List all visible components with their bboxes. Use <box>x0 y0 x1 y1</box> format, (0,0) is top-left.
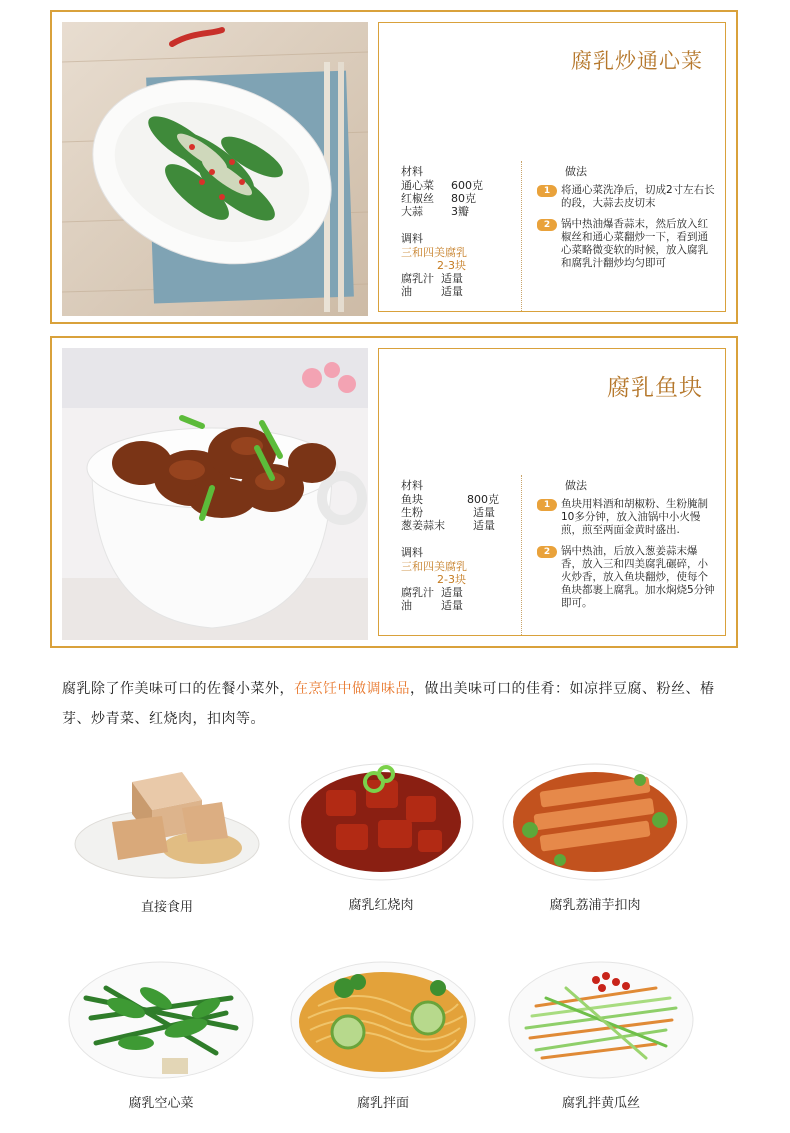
divider <box>521 161 522 311</box>
dish-item <box>62 762 272 915</box>
step-number-icon: 2 <box>537 219 557 231</box>
method-label: 做法 <box>565 479 587 492</box>
ingredient-row: 通心菜 600克 <box>401 179 483 192</box>
dish-caption: 腐乳荔浦芋扣肉 <box>549 898 641 913</box>
seasoning-main-name: 三和四美腐乳 <box>401 246 467 259</box>
ingredient-row: 大蒜 3瓣 <box>401 205 469 218</box>
noodles-photo <box>288 958 478 1080</box>
step-item: 1 鱼块用料酒和胡椒粉、生粉腌制10多分钟，放入油锅中小火慢煎，煎至两面金黄时盛出. <box>537 498 717 537</box>
water-spinach-photo <box>66 958 256 1080</box>
seasoning-row: 油 适量 <box>401 285 463 298</box>
intro-highlight: 在烹饪中做调味品 <box>294 681 410 697</box>
ingredients-column <box>401 479 499 612</box>
dish-item <box>56 958 266 1111</box>
recipe-panel <box>378 348 726 636</box>
ingredient-row: 生粉 适量 <box>401 506 495 519</box>
ingredients-label: 材料 <box>401 479 423 492</box>
braised-pork-photo <box>286 760 476 882</box>
ingredient-row: 红椒丝 80克 <box>401 192 476 205</box>
seasoning-main-amount: 2-3块 <box>437 259 466 272</box>
recipe-title: 腐乳炒通心菜 <box>571 49 703 73</box>
water-spinach-dish-photo <box>62 22 368 316</box>
method-label: 做法 <box>565 165 587 178</box>
dish-item <box>490 760 700 913</box>
taro-pork-photo <box>500 760 690 882</box>
ingredient-row: 葱姜蒜末 适量 <box>401 519 495 532</box>
step-number-icon: 2 <box>537 546 557 558</box>
cucumber-shreds-photo <box>506 958 696 1080</box>
recipe-title: 腐乳鱼块 <box>607 375 703 401</box>
seasoning-row: 油 适量 <box>401 599 463 612</box>
seasoning-row: 腐乳汁 适量 <box>401 586 463 599</box>
dish-caption: 腐乳拌面 <box>356 1096 409 1111</box>
recipe-card-fish <box>50 336 738 648</box>
recipe-card-water-spinach <box>50 10 738 324</box>
tofu-dish-photo <box>72 762 262 884</box>
ingredients-column <box>401 165 483 298</box>
step-item: 1 将通心菜洗净后，切成2寸左右长的段，大蒜去皮切末 <box>537 184 717 210</box>
fish-dish-photo <box>62 348 368 642</box>
seasoning-main-amount: 2-3块 <box>437 573 466 586</box>
method-column <box>537 479 717 618</box>
seasoning-label: 调料 <box>401 232 423 245</box>
method-column <box>537 165 717 278</box>
dish-caption: 腐乳红烧肉 <box>348 898 414 913</box>
intro-text: ，做出美味可口的佳肴：如凉拌豆腐、粉丝、椿芽、炒青菜、红烧肉，扣肉等。 <box>62 681 715 727</box>
divider <box>521 475 522 635</box>
dish-caption: 直接食用 <box>140 900 193 915</box>
step-number-icon: 1 <box>537 185 557 197</box>
dish-caption: 腐乳拌黄瓜丝 <box>561 1096 640 1111</box>
dish-item <box>496 958 706 1111</box>
seasoning-main-name: 三和四美腐乳 <box>401 560 467 573</box>
seasoning-label: 调料 <box>401 546 423 559</box>
step-item: 2 锅中热油爆香蒜末，然后放入红椒丝和通心菜翻炒一下，看到通心菜略微变软的时候，放入腐乳和腐乳汁翻炒均匀即可 <box>537 218 717 270</box>
recipe-panel <box>378 22 726 312</box>
dish-item <box>276 760 486 913</box>
seasoning-row: 腐乳汁 适量 <box>401 272 463 285</box>
step-item: 2 锅中热油，后放入葱姜蒜末爆香，放入三和四美腐乳碾碎，小火炒香，放入鱼块翻炒，使每个鱼块都裹上腐乳。加水焖烧5分钟即可。 <box>537 545 717 610</box>
intro-text: 腐乳除了作美味可口的佐餐小菜外， <box>62 681 294 697</box>
intro-paragraph <box>62 674 742 734</box>
dish-item <box>278 958 488 1111</box>
ingredient-row: 鱼块 800克 <box>401 493 499 506</box>
step-number-icon: 1 <box>537 499 557 511</box>
ingredients-label: 材料 <box>401 165 423 178</box>
dish-caption: 腐乳空心菜 <box>128 1096 194 1111</box>
